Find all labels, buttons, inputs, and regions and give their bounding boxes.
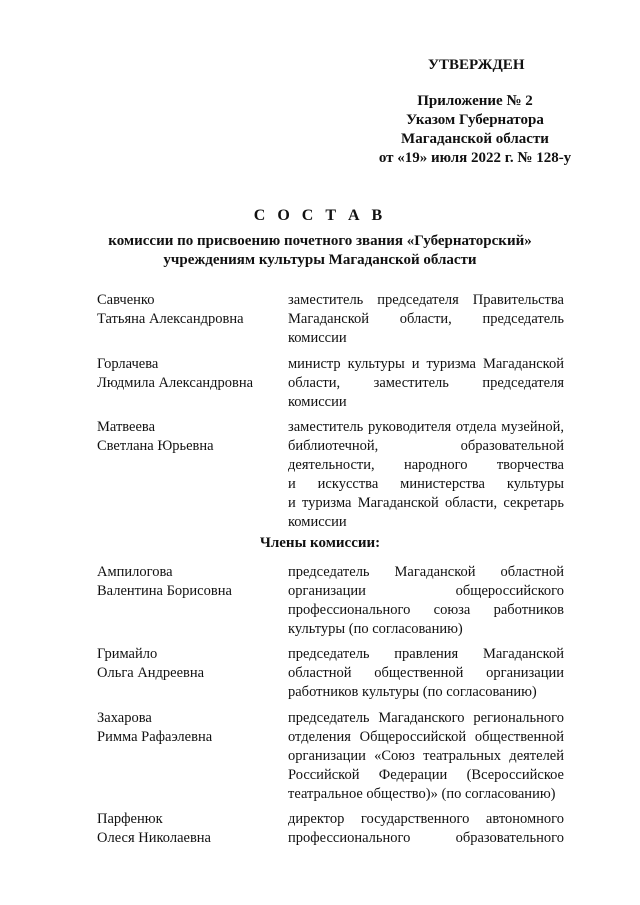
member-role	[288, 709, 564, 804]
member-given-names: Валентина Борисовна	[97, 583, 232, 599]
member-name	[97, 355, 277, 393]
role-line: организации общероссийского	[288, 583, 564, 599]
member-name	[97, 563, 277, 601]
member-role	[288, 291, 564, 348]
subtitle-line: комиссии по присвоению почетного звания «Губернаторский»	[108, 233, 532, 249]
member-given-names: Римма Рафаэлевна	[97, 729, 213, 745]
member-name	[97, 645, 277, 683]
approval-stamp: УТВЕРЖДЕН	[428, 57, 525, 73]
role-line: и туризма Магаданской области, секретарь	[288, 495, 564, 511]
role-line: областной общественной организации	[288, 665, 564, 681]
member-role	[288, 645, 564, 702]
member-name	[97, 709, 277, 747]
member-name	[97, 291, 277, 329]
members-heading: Члены комиссии:	[259, 535, 381, 551]
region-line: Магаданской области	[401, 131, 549, 147]
role-line: профессионального образовательного	[288, 830, 564, 846]
role-line: заместитель председателя Правительства	[288, 292, 564, 308]
member-given-names: Татьяна Александровна	[97, 311, 244, 327]
role-line: области, заместитель председателя	[288, 375, 564, 391]
role-line: председатель правления Магаданской	[288, 646, 564, 662]
role-line: министр культуры и туризма Магаданской	[288, 356, 564, 372]
member-role	[288, 810, 564, 848]
member-surname: Горлачева	[97, 356, 159, 372]
member-name	[97, 810, 277, 848]
role-line: культуры (по согласованию)	[288, 621, 463, 637]
member-surname: Ампилогова	[97, 564, 173, 580]
member-surname: Матвеева	[97, 419, 156, 435]
role-line: Магаданской области, председатель	[288, 311, 564, 327]
role-line: деятельности, народного творчества	[288, 457, 564, 473]
member-role	[288, 418, 564, 532]
member-surname: Захарова	[97, 710, 152, 726]
role-line: и искусства министерства культуры	[288, 476, 564, 492]
member-given-names: Ольга Андреевна	[97, 665, 205, 681]
decree-line: Указом Губернатора	[406, 112, 544, 128]
role-line: работников культуры (по согласованию)	[288, 684, 537, 700]
approval-block	[370, 92, 580, 168]
member-surname: Гримайло	[97, 646, 158, 662]
member-role	[288, 355, 564, 412]
member-role	[288, 563, 564, 639]
member-given-names: Людмила Александровна	[97, 375, 254, 391]
role-line: комиссии	[288, 330, 347, 346]
member-name	[97, 418, 277, 456]
role-line: директор государственного автономного	[288, 811, 564, 827]
role-line: театральное общество)» (по согласованию)	[288, 786, 556, 802]
appendix-line: Приложение № 2	[417, 93, 533, 109]
role-line: профессионального союза работников	[288, 602, 564, 618]
role-line: заместитель руководителя отдела музейной,	[288, 419, 564, 435]
role-line: председатель Магаданского регионального	[288, 710, 564, 726]
member-surname: Парфенюк	[97, 811, 163, 827]
document-subtitle	[80, 232, 560, 270]
member-given-names: Олеся Николаевна	[97, 830, 211, 846]
member-given-names: Светлана Юрьевна	[97, 438, 214, 454]
role-line: комиссии	[288, 514, 347, 530]
role-line: комиссии	[288, 394, 347, 410]
role-line: Российской Федерации (Всероссийское	[288, 767, 564, 783]
member-surname: Савченко	[97, 292, 155, 308]
date-line: от «19» июля 2022 г. № 128-у	[378, 150, 572, 166]
subtitle-line: учреждениям культуры Магаданской области	[163, 252, 477, 268]
role-line: председатель Магаданской областной	[288, 564, 564, 580]
role-line: организации «Союз театральных деятелей	[288, 748, 564, 764]
role-line: библиотечной, образовательной	[288, 438, 564, 454]
role-line: отделения Общероссийской общественной	[288, 729, 564, 745]
document-title: С О С Т А В	[253, 207, 387, 224]
